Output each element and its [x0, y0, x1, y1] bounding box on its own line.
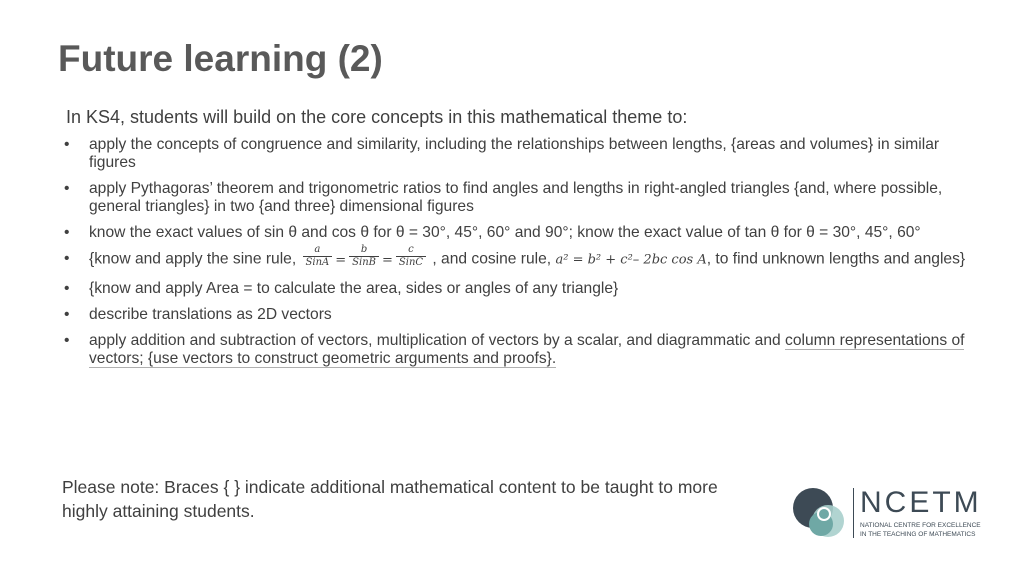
- sine-fraction-c: [396, 244, 426, 269]
- list-item: [64, 306, 984, 324]
- logo-wordmark: NCETM: [860, 486, 982, 519]
- bullet-marker: •: [64, 180, 70, 197]
- logo-tagline: [860, 521, 981, 539]
- ncetm-logo-icon: [790, 484, 852, 544]
- bullet-marker: •: [64, 224, 70, 241]
- fraction-denominator: SinC: [398, 257, 424, 268]
- intro-text: In KS4, students will build on the core concepts in this mathematical theme to:: [66, 107, 688, 127]
- bullet-marker: •: [64, 305, 70, 323]
- list-item: [64, 244, 984, 270]
- logo-tagline-line2: IN THE TEACHING OF MATHEMATICS: [860, 531, 976, 538]
- bullet-marker: •: [64, 331, 70, 349]
- list-item: [64, 136, 984, 172]
- bullet-text-start: {know and apply the sine rule,: [89, 250, 301, 268]
- list-item: [64, 180, 984, 216]
- bullet-text-end: , to find unknown lengths and angles}: [706, 250, 966, 268]
- fraction-denominator: SinA: [305, 257, 330, 268]
- logo-tagline-line1: NATIONAL CENTRE FOR EXCELLENCE: [860, 522, 981, 529]
- list-item: [64, 224, 984, 242]
- bullet-marker: •: [64, 279, 70, 297]
- sine-fraction-a: [303, 244, 333, 269]
- ncetm-logo: [790, 484, 1000, 544]
- bullet-marker: •: [64, 136, 70, 153]
- fraction-numerator: c: [396, 244, 426, 257]
- bullet-text: apply the concepts of congruence and similarity, including the relationships between lengths, {areas and volumes} in similar figures: [89, 136, 940, 171]
- bullet-text: apply addition and subtraction of vectors, multiplication of vectors by a scalar, and diagrammatic and: [89, 331, 786, 349]
- braces-note: Please note: Braces { } indicate additional mathematical content to be taught to more highly attaining students.: [62, 477, 718, 521]
- bullet-marker: •: [64, 250, 70, 267]
- fraction-denominator: SinB: [352, 257, 376, 268]
- fraction-numerator: a: [303, 244, 333, 257]
- bullet-list: [64, 136, 984, 376]
- bullet-text-middle: , and cosine rule,: [428, 250, 556, 268]
- bullet-text-underlined: column representations of vectors; {use vectors to construct geometric arguments and proofs}.: [89, 331, 965, 367]
- fraction-numerator: b: [349, 244, 379, 257]
- list-item: [64, 280, 984, 298]
- slide-title: Future learning (2): [58, 38, 383, 79]
- bullet-text: describe translations as 2D vectors: [89, 305, 332, 323]
- sine-fraction-b: [349, 244, 379, 269]
- equals-sign: =: [335, 252, 347, 268]
- bullet-text: apply Pythagoras’ theorem and trigonometric ratios to find angles and lengths in right-angled triangles {and, where possible, general triangles} in two {and three} dimensional figures: [89, 180, 943, 215]
- bullet-text: know the exact values of sin θ and cos θ for θ = 30°, 45°, 60° and 90°; know the exact value of tan θ for θ = 30°, 45°, 60°: [89, 224, 921, 241]
- list-item: [64, 332, 984, 368]
- logo-divider: [853, 488, 854, 538]
- cosine-rule-formula: a² = b² + c²– 2bc cos A: [555, 252, 707, 268]
- equals-sign: =: [382, 252, 393, 268]
- bullet-text: {know and apply Area = to calculate the area, sides or angles of any triangle}: [89, 279, 619, 297]
